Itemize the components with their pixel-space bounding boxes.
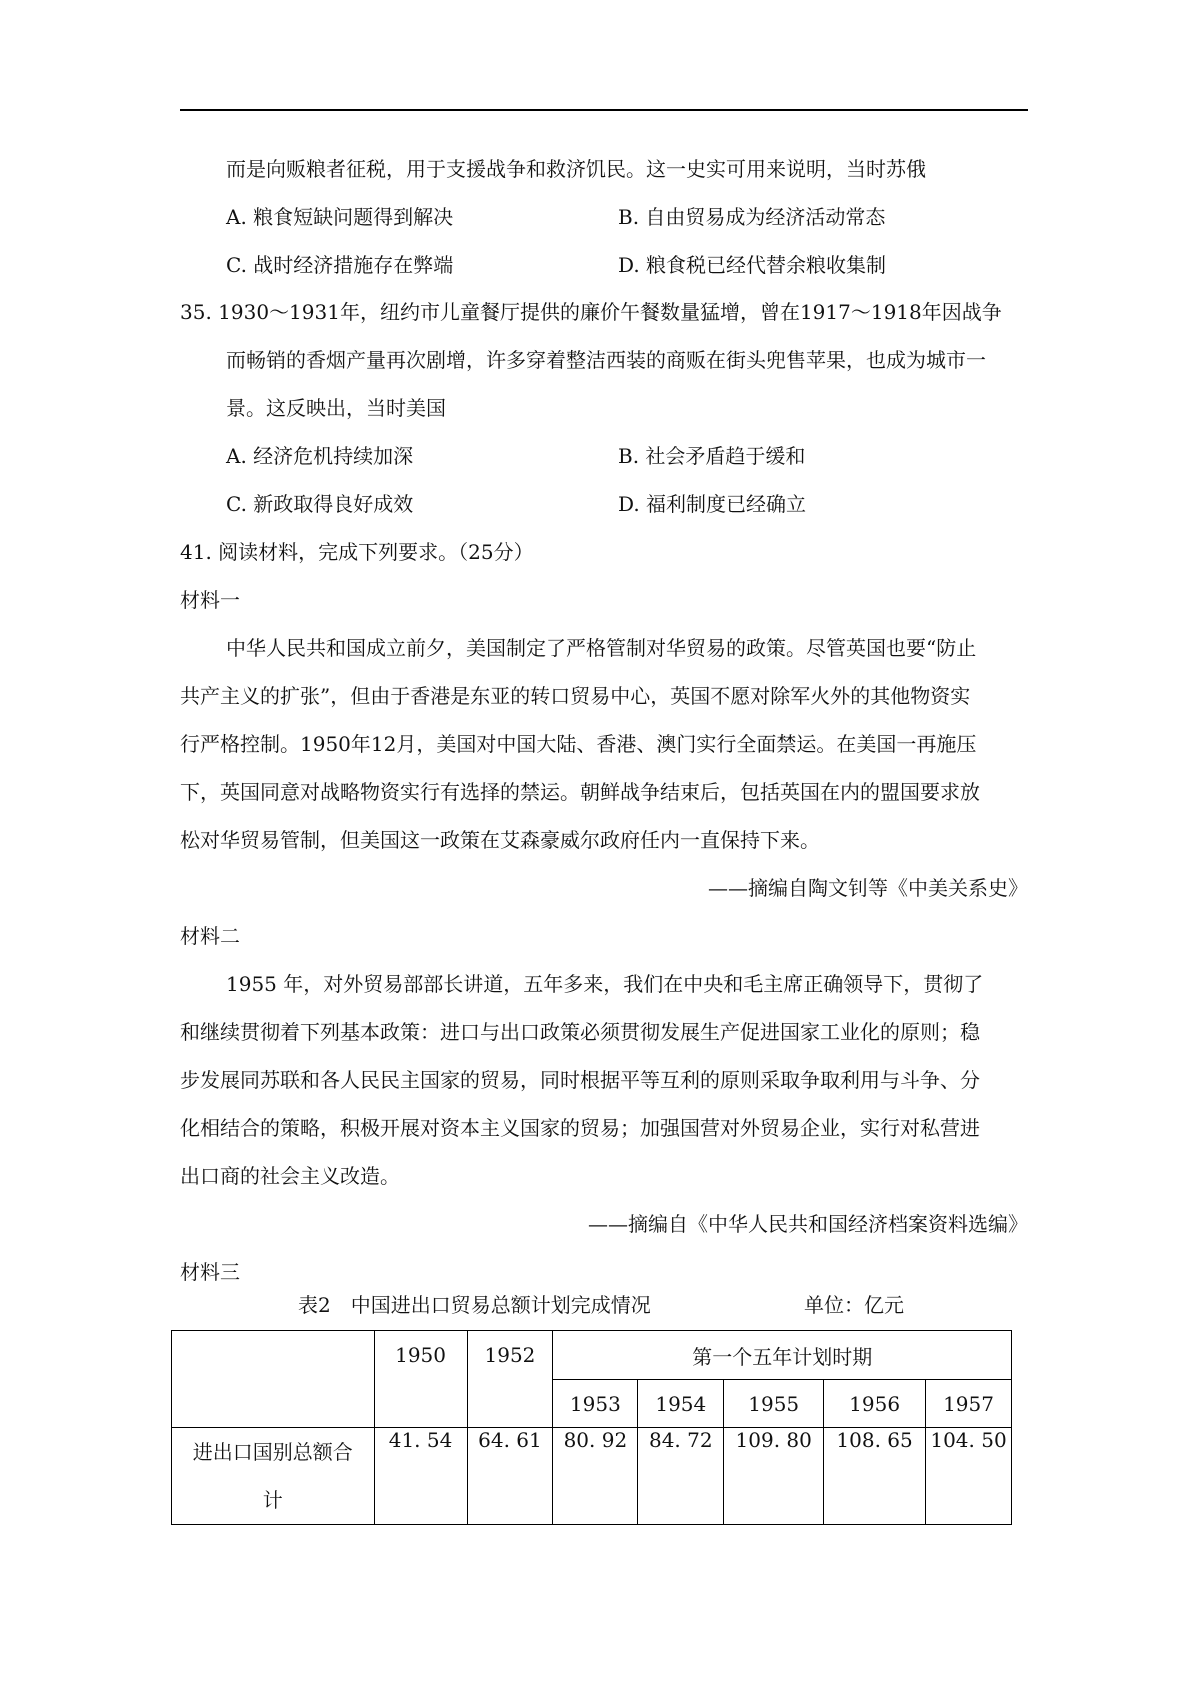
- q34-option-d: D. 粮食税已经代替余粮收集制: [618, 253, 887, 277]
- year-header-1955: 1955: [724, 1380, 824, 1428]
- material-1-line-3: 行严格控制。1950年12月，美国对中国大陆、香港、澳门实行全面禁运。在美国一再施压: [180, 732, 977, 756]
- material-2-source: ——摘编自《中华人民共和国经济档案资料选编》: [588, 1212, 1028, 1236]
- value-1950: 41. 54: [374, 1428, 467, 1525]
- table-corner-cell: [172, 1331, 375, 1428]
- value-1955: 109. 80: [724, 1428, 824, 1525]
- material-1-line-5: 松对华贸易管制，但美国这一政策在艾森豪威尔政府任内一直保持下来。: [180, 828, 820, 852]
- row-label-total: [172, 1428, 375, 1525]
- trade-table: [171, 1330, 1012, 1525]
- q35-option-c: C. 新政取得良好成效: [226, 492, 414, 516]
- material-1-line-2: 共产主义的扩张”，但由于香港是东亚的转口贸易中心，英国不愿对除军火外的其他物资实: [180, 684, 971, 708]
- material-2-line-3: 步发展同苏联和各人民民主国家的贸易，同时根据平等互利的原则采取争取利用与斗争、分: [180, 1068, 980, 1092]
- row-label-line-1: 进出口国别总额合: [192, 1440, 353, 1464]
- material-2-line-1: 1955 年，对外贸易部部长讲道，五年多来，我们在中央和毛主席正确领导下，贯彻了: [226, 972, 984, 996]
- q35-stem-line-1: 35. 1930～1931年，纽约市儿童餐厅提供的廉价午餐数量猛增，曾在1917～1918年因战争: [180, 300, 1002, 324]
- value-1952: 64. 61: [467, 1428, 553, 1525]
- material-3-title: 材料三: [180, 1260, 240, 1284]
- material-2-line-4: 化相结合的策略，积极开展对资本主义国家的贸易；加强国营对外贸易企业，实行对私营进: [180, 1116, 980, 1140]
- header-rule: [180, 109, 1028, 111]
- value-1953: 80. 92: [553, 1428, 638, 1525]
- value-1954: 84. 72: [638, 1428, 724, 1525]
- q34-option-c: C. 战时经济措施存在弊端: [226, 253, 454, 277]
- table-caption: 表2 中国进出口贸易总额计划完成情况: [298, 1293, 651, 1317]
- material-2-line-2: 和继续贯彻着下列基本政策：进口与出口政策必须贯彻发展生产促进国家工业化的原则；稳: [180, 1020, 980, 1044]
- material-2-line-5: 出口商的社会主义改造。: [180, 1164, 400, 1188]
- q35-option-d: D. 福利制度已经确立: [618, 492, 807, 516]
- q34-stem-continuation: 而是向贩粮者征税，用于支援战争和救济饥民。这一史实可用来说明，当时苏俄: [226, 157, 926, 181]
- q35-stem-line-2: 而畅销的香烟产量再次剧增，许多穿着整洁西装的商贩在街头兜售苹果，也成为城市一: [226, 348, 986, 372]
- q41-stem: 41. 阅读材料，完成下列要求。（25分）: [180, 540, 534, 564]
- material-1-title: 材料一: [180, 588, 240, 612]
- year-header-1954: 1954: [638, 1380, 724, 1428]
- q34-option-b: B. 自由贸易成为经济活动常态: [618, 205, 886, 229]
- year-header-1953: 1953: [553, 1380, 638, 1428]
- material-2-title: 材料二: [180, 924, 240, 948]
- q35-stem-line-3: 景。这反映出，当时美国: [226, 396, 446, 420]
- row-label-line-2: 计: [262, 1488, 283, 1512]
- material-1-line-4: 下，英国同意对战略物资实行有选择的禁运。朝鲜战争结束后，包括英国在内的盟国要求放: [180, 780, 980, 804]
- year-header-1956: 1956: [824, 1380, 926, 1428]
- value-1956: 108. 65: [824, 1428, 926, 1525]
- year-header-1950: 1950: [374, 1331, 467, 1428]
- q35-option-a: A. 经济危机持续加深: [226, 444, 414, 468]
- year-header-1952: 1952: [467, 1331, 553, 1428]
- table-unit: 单位：亿元: [804, 1293, 904, 1317]
- year-header-1957: 1957: [926, 1380, 1012, 1428]
- value-1957: 104. 50: [926, 1428, 1012, 1525]
- q34-option-a: A. 粮食短缺问题得到解决: [226, 205, 454, 229]
- q35-option-b: B. 社会矛盾趋于缓和: [618, 444, 806, 468]
- plan-period-header: 第一个五年计划时期: [553, 1331, 1012, 1380]
- material-1-source: ——摘编自陶文钊等《中美关系史》: [708, 876, 1028, 900]
- material-1-line-1: 中华人民共和国成立前夕，美国制定了严格管制对华贸易的政策。尽管英国也要“防止: [226, 636, 977, 660]
